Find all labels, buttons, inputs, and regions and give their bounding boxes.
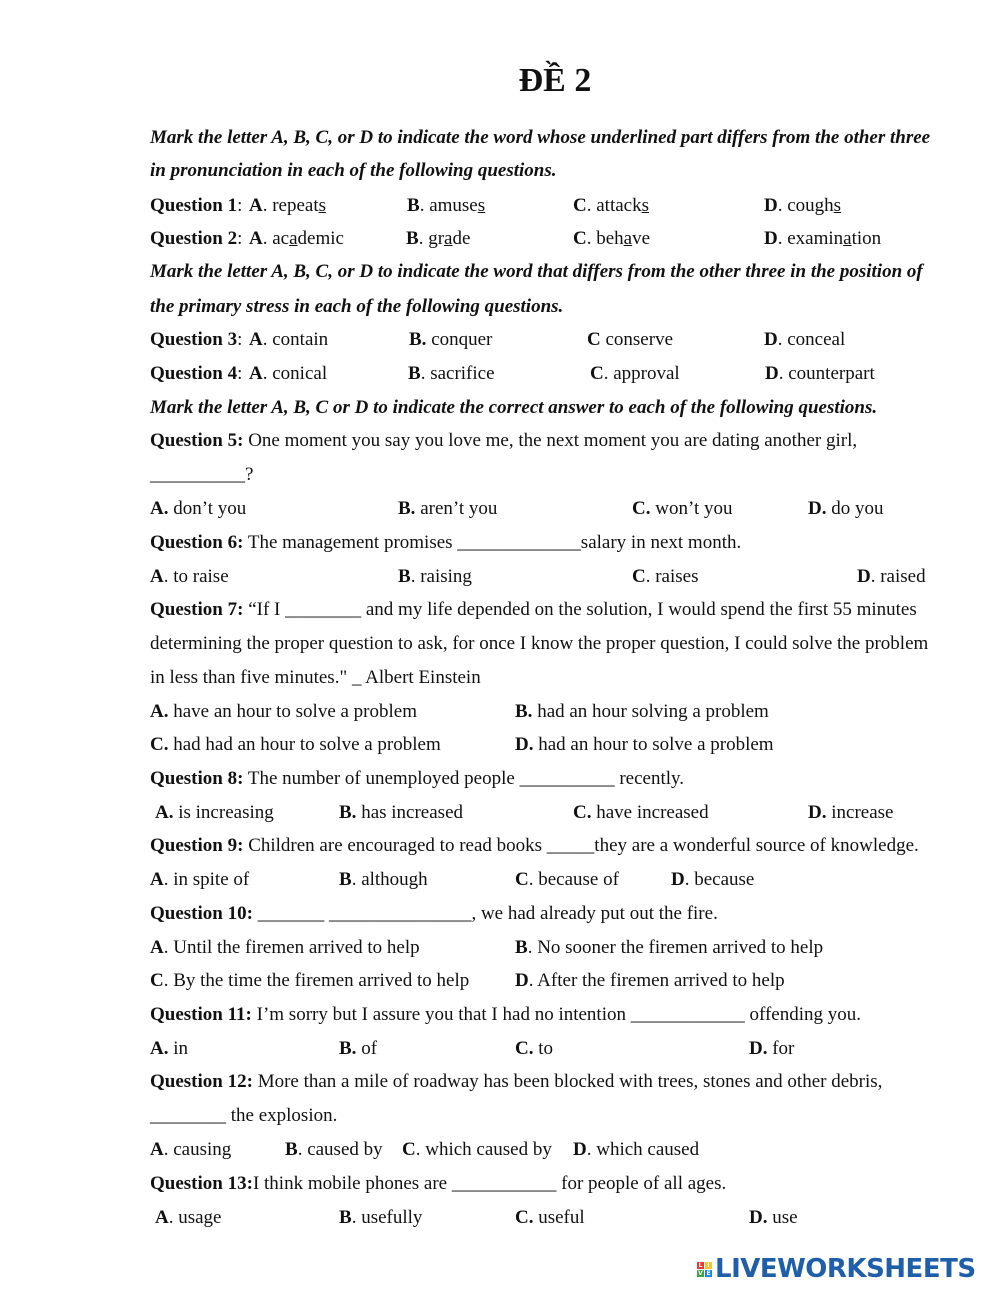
option-c[interactable]: C. raises — [632, 566, 699, 587]
option-a[interactable]: A. Until the firemen arrived to help — [150, 937, 420, 958]
question-3: Question 3: A. contain B. conquer C conserve D. conceal — [150, 327, 950, 353]
option-d[interactable]: D. conceal — [764, 329, 846, 350]
question-8: Question 8: The number of unemployed people __________ recently. — [150, 768, 685, 789]
question-7-options-row2 — [150, 732, 950, 758]
question-13-options — [150, 1205, 950, 1231]
option-b[interactable]: B. grade — [406, 228, 471, 249]
question-4: Question 4: A. conical B. sacrifice C. approval D. counterpart — [150, 361, 950, 387]
question-5-blank: __________? — [150, 464, 254, 485]
option-c[interactable]: C. approval — [590, 363, 680, 384]
option-d[interactable]: D. examination — [764, 228, 882, 249]
logo-square: I — [705, 1262, 712, 1269]
question-6: Question 6: The management promises _____________salary in next month. — [150, 532, 742, 553]
option-c[interactable]: C. because of — [515, 869, 619, 890]
option-d[interactable]: D. counterpart — [765, 363, 875, 384]
question-11: Question 11: I’m sorry but I assure you that I had no intention ____________ offending you. — [150, 1004, 862, 1025]
option-d[interactable]: D. do you — [808, 498, 884, 519]
option-d[interactable]: D. raised — [857, 566, 926, 587]
question-8-options — [150, 800, 950, 826]
liveworksheets-logo[interactable] — [697, 1252, 976, 1286]
question-label: Question 3 — [150, 329, 238, 350]
instruction-correct-answer: Mark the letter A, B, C or D to indicate the correct answer to each of the following questions. — [150, 397, 878, 418]
option-a[interactable]: A. don’t you — [150, 498, 247, 519]
option-c[interactable]: C. By the time the firemen arrived to help — [150, 970, 470, 991]
option-a[interactable]: A. have an hour to solve a problem — [150, 701, 417, 722]
question-label: Question 2 — [150, 228, 238, 249]
option-b[interactable]: B. amuses — [407, 195, 486, 216]
question-1: Question 1: A. repeats B. amuses C. attacks D. coughs — [150, 193, 950, 219]
option-c[interactable]: C. won’t you — [632, 498, 733, 519]
option-a[interactable]: A. contain — [249, 329, 329, 350]
logo-square: E — [706, 1269, 711, 1277]
instruction-pronunciation-line1: Mark the letter A, B, C, or D to indicate the word whose underlined part differs from the other three — [150, 127, 931, 148]
instruction-pronunciation-line2: in pronunciation in each of the following questions. — [150, 160, 557, 181]
logo-text: LIVEWORKSHEETS — [715, 1254, 976, 1284]
option-b[interactable]: B. aren’t you — [398, 498, 498, 519]
option-c[interactable]: C. which caused by — [402, 1139, 552, 1160]
question-12-options — [150, 1137, 950, 1163]
option-a[interactable]: A. usage — [155, 1207, 222, 1228]
question-2: Question 2: A. academic B. grade C. behave D. examination — [150, 226, 950, 252]
question-12: Question 12: More than a mile of roadway has been blocked with trees, stones and other debris, — [150, 1071, 883, 1092]
option-a[interactable]: A. in spite of — [150, 869, 250, 890]
option-a[interactable]: A. is increasing — [155, 802, 274, 823]
option-d[interactable]: D. use — [749, 1207, 798, 1228]
option-d[interactable]: D. because — [671, 869, 755, 890]
question-13: Question 13:I think mobile phones are ___________ for people of all ages. — [150, 1173, 727, 1194]
question-10-options-row2 — [150, 968, 950, 994]
page-title: ĐỀ 2 — [518, 62, 592, 99]
option-b[interactable]: B. No sooner the firemen arrived to help — [515, 937, 824, 958]
option-d[interactable]: D. After the firemen arrived to help — [515, 970, 785, 991]
option-b[interactable]: B. usefully — [339, 1207, 423, 1228]
logo-mark-icon — [697, 1262, 712, 1277]
option-a[interactable]: A. academic — [249, 228, 344, 249]
question-9: Question 9: Children are encouraged to read books _____they are a wonderful source of knowledge. — [150, 835, 919, 856]
option-a[interactable]: A. in — [150, 1038, 189, 1059]
option-b[interactable]: B. has increased — [339, 802, 463, 823]
question-5: Question 5: One moment you say you love me, the next moment you are dating another girl, — [150, 430, 858, 451]
question-11-options — [150, 1036, 950, 1062]
option-b[interactable]: B. caused by — [285, 1139, 383, 1160]
logo-square: L — [698, 1261, 703, 1269]
option-a[interactable]: A. conical — [249, 363, 328, 384]
option-a[interactable]: A. to raise — [150, 566, 229, 587]
question-7: Question 7: “If I ________ and my life depended on the solution, I would spend the first 55 minutes — [150, 599, 917, 620]
question-6-options — [150, 564, 950, 590]
option-c[interactable]: C. attacks — [573, 195, 649, 216]
question-10-options-row1 — [150, 935, 950, 961]
question-5-options — [150, 496, 950, 522]
option-c[interactable]: C. behave — [573, 228, 651, 249]
option-b[interactable]: B. raising — [398, 566, 472, 587]
option-c[interactable]: C conserve — [587, 329, 674, 350]
option-d[interactable]: D. for — [749, 1038, 795, 1059]
option-d[interactable]: D. which caused — [573, 1139, 700, 1160]
option-b[interactable]: B. of — [339, 1038, 378, 1059]
option-c[interactable]: C. useful — [515, 1207, 585, 1228]
option-d[interactable]: D. had an hour to solve a problem — [515, 734, 774, 755]
question-7-options-row1 — [150, 699, 950, 725]
question-12-line2: ________ the explosion. — [150, 1105, 338, 1126]
instruction-stress-line2: the primary stress in each of the following questions. — [150, 296, 564, 317]
option-c[interactable]: C. have increased — [573, 802, 709, 823]
instruction-stress-line1: Mark the letter A, B, C, or D to indicate the word that differs from the other three in the position of — [150, 261, 923, 282]
question-7-line2: determining the proper question to ask, for once I know the proper question, I could solve the problem — [150, 633, 929, 654]
logo-square: V — [698, 1269, 703, 1277]
question-7-line3: in less than five minutes." _ Albert Einstein — [150, 667, 481, 688]
option-a[interactable]: A. repeats — [249, 195, 327, 216]
option-b[interactable]: B. conquer — [409, 329, 493, 350]
question-label: Question 4 — [150, 363, 238, 384]
option-a[interactable]: A. causing — [150, 1139, 232, 1160]
option-d[interactable]: D. increase — [808, 802, 894, 823]
option-c[interactable]: C. to — [515, 1038, 554, 1059]
question-10: Question 10: _______ _______________, we had already put out the fire. — [150, 903, 718, 924]
option-b[interactable]: B. sacrifice — [408, 363, 495, 384]
option-b[interactable]: B. although — [339, 869, 428, 890]
option-d[interactable]: D. coughs — [764, 195, 842, 216]
question-label: Question 1 — [150, 195, 238, 216]
option-b[interactable]: B. had an hour solving a problem — [515, 701, 769, 722]
question-9-options — [150, 867, 950, 893]
option-c[interactable]: C. had had an hour to solve a problem — [150, 734, 441, 755]
